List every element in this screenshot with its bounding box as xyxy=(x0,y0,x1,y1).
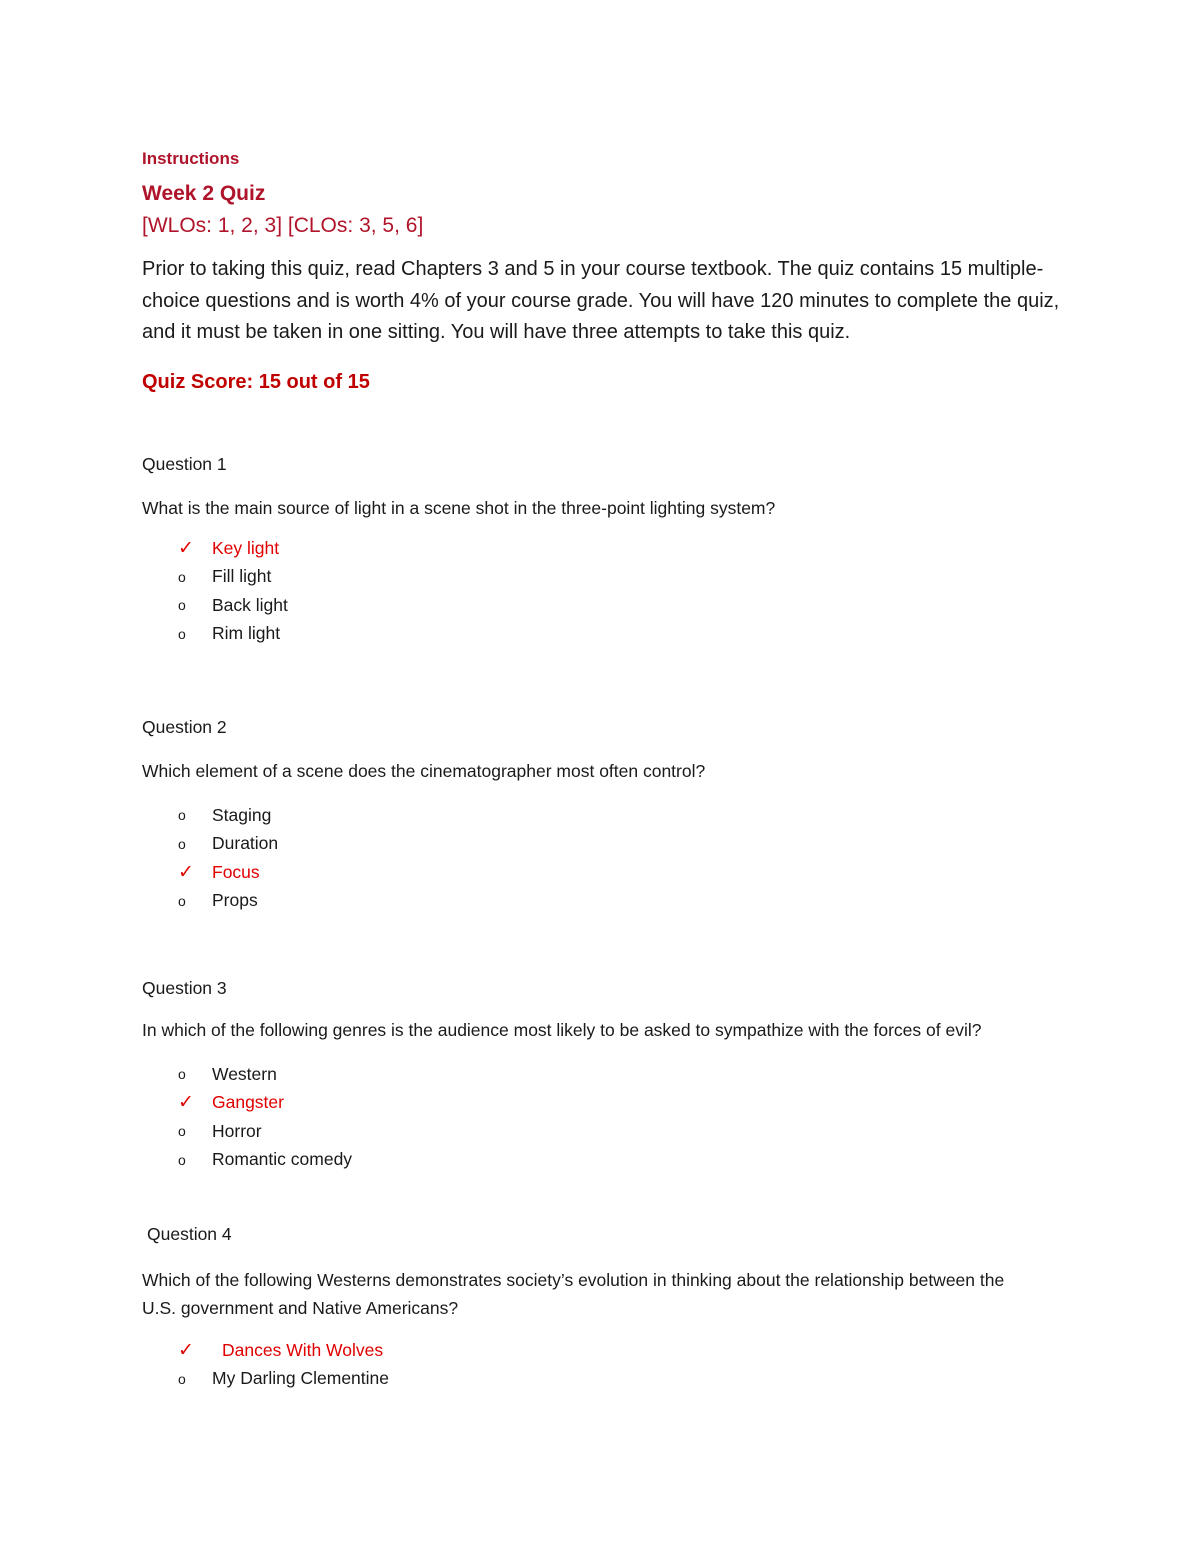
option-text: Horror xyxy=(212,1120,262,1141)
question-label: Question 1 xyxy=(142,454,227,474)
answer-option xyxy=(142,1060,1062,1089)
question-block xyxy=(142,976,1062,1174)
answer-options xyxy=(142,1336,1062,1393)
circle-bullet-icon: o xyxy=(178,568,186,585)
quiz-score: Quiz Score: 15 out of 15 xyxy=(142,370,370,393)
question-text: Which element of a scene does the cinematographer most often control? xyxy=(142,761,706,781)
answer-options xyxy=(142,1060,1062,1174)
quiz-title: Week 2 Quiz xyxy=(142,182,266,205)
circle-bullet-icon: o xyxy=(178,1151,186,1168)
answer-option xyxy=(142,887,1062,916)
question-block xyxy=(142,452,1062,648)
answer-option xyxy=(142,830,1062,859)
answer-option xyxy=(142,1089,1062,1118)
option-text: My Darling Clementine xyxy=(212,1368,390,1389)
option-text: Focus xyxy=(212,861,260,882)
answer-option xyxy=(142,620,1062,649)
checkmark-icon: ✓ xyxy=(178,861,194,883)
option-text: Props xyxy=(212,890,258,911)
question-text: What is the main source of light in a scene shot in the three-point lighting system? xyxy=(142,498,776,518)
option-text: Rim light xyxy=(212,623,281,644)
option-text: Duration xyxy=(212,833,279,854)
circle-bullet-icon: o xyxy=(178,892,186,909)
answer-options xyxy=(142,801,1062,915)
answer-option xyxy=(142,534,1062,563)
answer-option xyxy=(142,1117,1062,1146)
circle-bullet-icon: o xyxy=(178,807,186,824)
circle-bullet-icon: o xyxy=(178,597,186,614)
question-text: Which of the following Westerns demonstrates society’s evolution in thinking about the relationship between the U.S. government and Native Americans? xyxy=(142,1270,1005,1318)
quiz-document xyxy=(142,140,1062,397)
answer-option xyxy=(142,563,1062,592)
option-text: Key light xyxy=(212,537,280,558)
answer-option xyxy=(142,1146,1062,1175)
circle-bullet-icon: o xyxy=(178,1123,186,1140)
circle-bullet-icon: o xyxy=(178,835,186,852)
circle-bullet-icon: o xyxy=(178,625,186,642)
answer-option xyxy=(142,801,1062,830)
option-text: Western xyxy=(212,1063,277,1084)
checkmark-icon: ✓ xyxy=(178,537,194,559)
answer-option xyxy=(142,1336,1062,1365)
checkmark-icon: ✓ xyxy=(178,1092,194,1114)
answer-option xyxy=(142,591,1062,620)
question-block xyxy=(142,715,1062,915)
option-text: Romantic comedy xyxy=(212,1149,353,1170)
question-label: Question 4 xyxy=(147,1224,232,1244)
answer-option xyxy=(142,1365,1062,1394)
option-text: Dances With Wolves xyxy=(222,1339,384,1360)
instructions-label: Instructions xyxy=(142,149,240,168)
option-text: Back light xyxy=(212,594,288,615)
question-label: Question 3 xyxy=(142,978,227,998)
intro-paragraph: Prior to taking this quiz, read Chapters 3 and 5 in your course textbook. The quiz contains 15 multiple-choice questions and is worth 4% of your course grade. You will have 120 minutes to complete the quiz, and it must be taken in one sitting. You will have three attempts to take this quiz. xyxy=(142,258,1060,343)
question-text: In which of the following genres is the audience most likely to be asked to sympathize with the forces of evil? xyxy=(142,1020,982,1040)
question-label: Question 2 xyxy=(142,717,227,737)
learning-objectives: [WLOs: 1, 2, 3] [CLOs: 3, 5, 6] xyxy=(142,214,424,237)
option-text: Fill light xyxy=(212,566,272,587)
question-block xyxy=(142,1266,1062,1393)
option-text: Gangster xyxy=(212,1092,284,1113)
question-block xyxy=(147,1222,1067,1246)
checkmark-icon: ✓ xyxy=(178,1339,194,1361)
circle-bullet-icon: o xyxy=(178,1370,186,1387)
option-text: Staging xyxy=(212,804,272,825)
answer-options xyxy=(142,534,1062,648)
circle-bullet-icon: o xyxy=(178,1066,186,1083)
answer-option xyxy=(142,858,1062,887)
